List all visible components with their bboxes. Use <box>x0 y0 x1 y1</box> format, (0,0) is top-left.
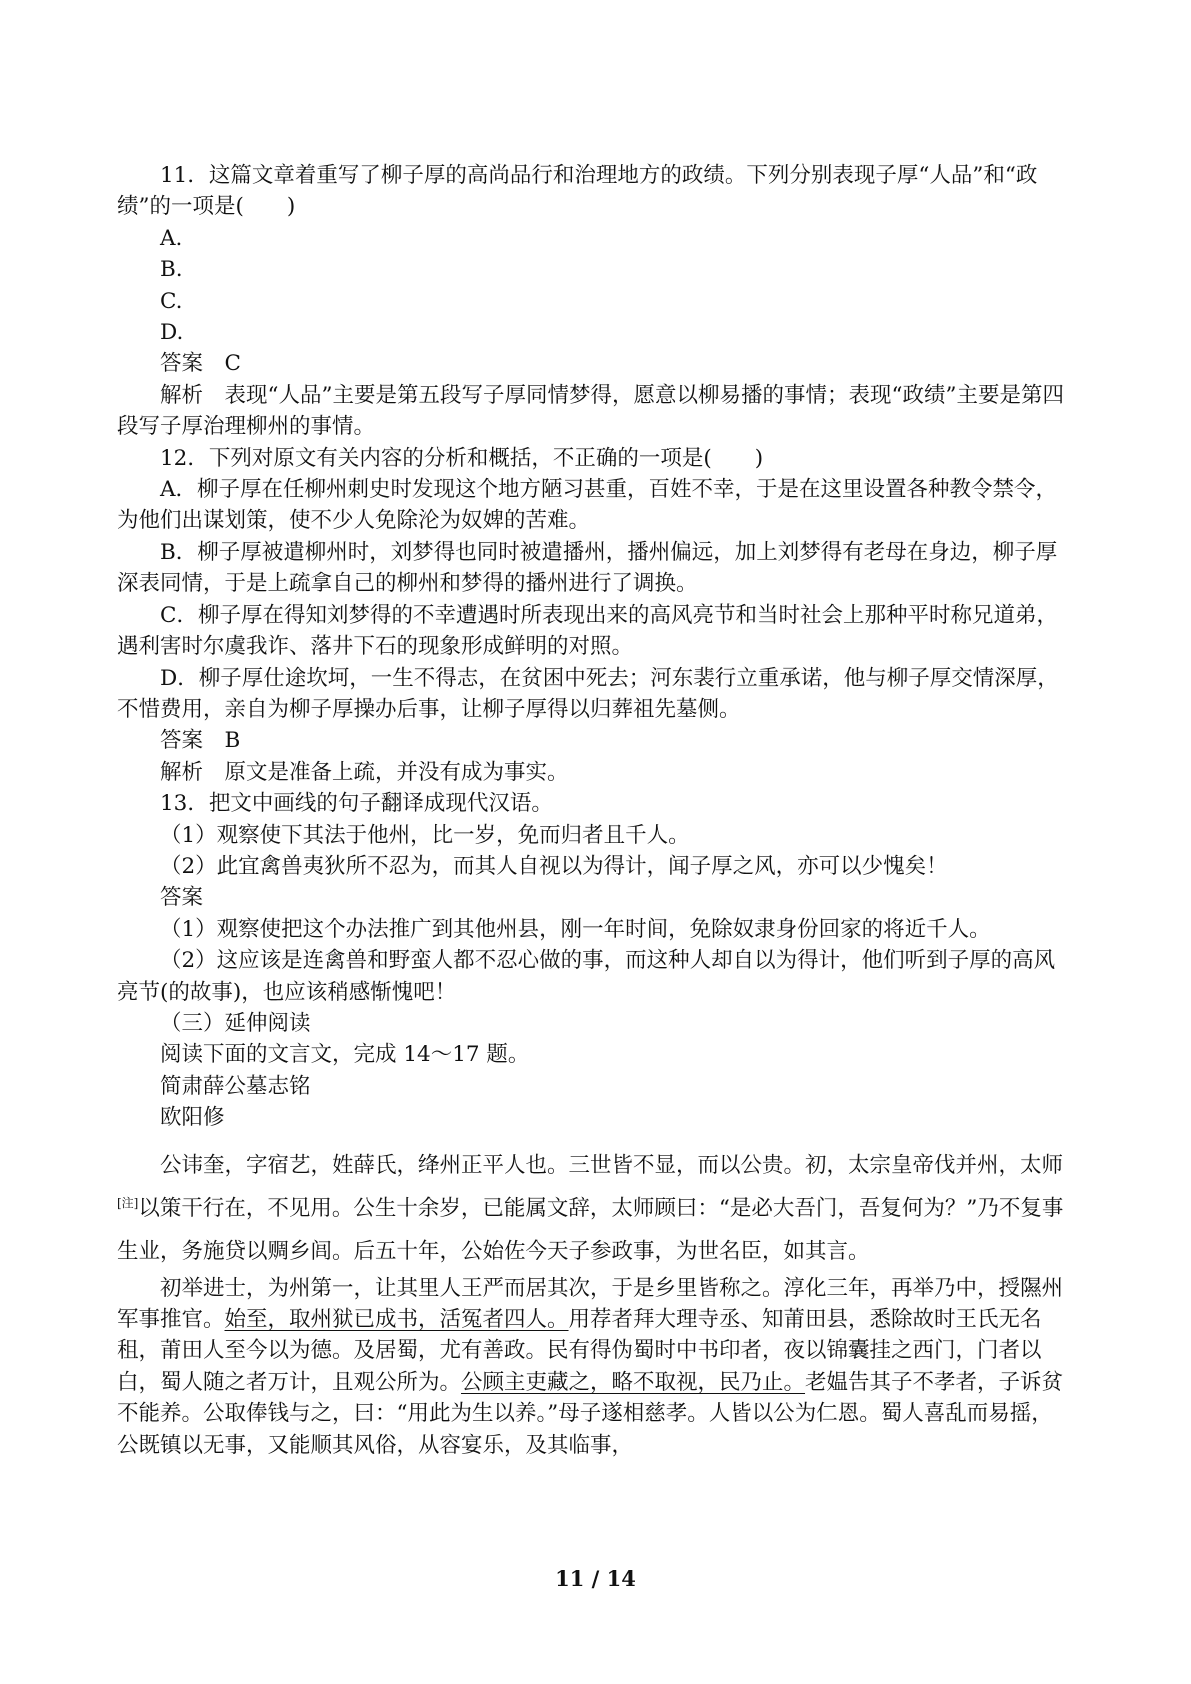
q13-item-1: （1）观察使下其法于他州，比一岁，免而归者且千人。 <box>160 822 690 848</box>
q13-answer-2: （2）这应该是连禽兽和野蛮人都不忍心做的事，而这种人却自以为得计，他们听到子厚的高风亮节(的故事)，也应该稍感惭愧吧！ <box>117 948 1056 1005</box>
underlined-sentence-1: 始至，取州狱已成书，活冤者四人。 <box>224 1307 569 1332</box>
passage-paragraph-1 <box>117 1144 1072 1273</box>
q11-analysis: 解析 表现“人品”主要是第五段写子厚同情梦得，愿意以柳易播的事情；表现“政绩”主要是第四段写子厚治理柳州的事情。 <box>117 382 1064 440</box>
passage-p2-text-b: 用荐者拜大理寺丞、知莆田县，悉除故时王氏无名租，莆田人至今以为德。及居蜀，尤有善政。民有得伪蜀时中书印者，夜以锦囊挂之西门，门者以白，蜀人随之者万计，且观公所为。 <box>117 1307 1042 1395</box>
passage-p1-text-a: 公讳奎，字宿艺，姓薛氏，绛州正平人也。三世皆不显，而以公贵。初，太宗皇帝伐并州，太师 <box>160 1152 1064 1178</box>
footnote-marker: [注] <box>117 1195 139 1210</box>
page-content <box>117 160 1072 1461</box>
q12-stem: 12．下列对原文有关内容的分析和概括，不正确的一项是( ) <box>160 445 764 471</box>
q12-option-b: B．柳子厚被遣柳州时，刘梦得也同时被遣播州，播州偏远，加上刘梦得有老母在身边，柳子厚深表同情，于是上疏拿自己的柳州和梦得的播州进行了调换。 <box>117 539 1058 597</box>
underlined-sentence-2: 公顾主吏藏之，略不取视，民乃止。 <box>461 1369 806 1395</box>
q11-option-d: D. <box>160 320 184 346</box>
q13-answer-1: （1）观察使把这个办法推广到其他州县，刚一年时间，免除奴隶身份回家的将近千人。 <box>160 916 991 942</box>
q12-option-d: D．柳子厚仕途坎坷，一生不得志，在贫困中死去；河东裴行立重承诺，他与柳子厚交情深厚，不惜费用，亲自为柳子厚操办后事，让柳子厚得以归葬祖先墓侧。 <box>117 665 1059 722</box>
spacer <box>117 1134 1072 1144</box>
passage-paragraph-2 <box>117 1273 1072 1461</box>
q11-option-a: A. <box>160 225 183 251</box>
q11-option-c: C. <box>160 288 183 314</box>
passage-title: 简肃薛公墓志铭 <box>160 1073 311 1099</box>
q13-stem: 13．把文中画线的句子翻译成现代汉语。 <box>160 791 553 817</box>
q13-answer-label: 答案 <box>160 885 204 911</box>
q12-answer: 答案 B <box>160 728 241 754</box>
q11-stem: 11．这篇文章着重写了柳子厚的高尚品行和治理地方的政绩。下列分别表现子厚“人品”和“政绩”的一项是( ) <box>117 163 1038 220</box>
passage-p2-text-c: 老媪告其子不孝者，子诉贫不能养。公取俸钱与之，曰：“用此为生以养。”母子遂相慈孝。人皆以公为仁恩。蜀人喜乱而易摇，公既镇以无事，又能顺其风俗，从容宴乐，及其临事， <box>117 1369 1064 1458</box>
q12-option-a: A．柳子厚在任柳州刺史时发现这个地方陋习甚重，百姓不幸，于是在这里设置各种教令禁令，为他们出谋划策，使不少人免除沦为奴婢的苦难。 <box>117 477 1058 534</box>
q13-item-2: （2）此宜禽兽夷狄所不忍为，而其人自视以为得计，闻子厚之风，亦可以少愧矣！ <box>160 853 948 879</box>
q11-option-b: B. <box>160 257 183 283</box>
page-number: 11 / 14 <box>555 1566 636 1591</box>
passage-p2-text-a: 初举进士，为州第一，让其里人王严而居其次，于是乡里皆称之。淳化三年，再举乃中，授隰州军事推官。 <box>117 1275 1064 1332</box>
q11-answer: 答案 C <box>160 351 241 377</box>
passage-author: 欧阳修 <box>160 1105 225 1131</box>
section-heading: （三）延伸阅读 <box>160 1010 311 1036</box>
q12-analysis: 解析 原文是准备上疏，并没有成为事实。 <box>160 759 569 785</box>
passage-p1-text-b: 以策干行在，不见用。公生十余岁，已能属文辞，太师顾曰：“是必大吾门，吾复何为？”乃不复事生业，务施贷以赒乡闾。后五十年，公始佐今天子参政事，为世名臣，如其言。 <box>117 1195 1064 1264</box>
q12-option-c: C．柳子厚在得知刘梦得的不幸遭遇时所表现出来的高风亮节和当时社会上那种平时称兄道弟，遇利害时尔虞我诈、落井下石的现象形成鲜明的对照。 <box>117 602 1058 660</box>
section-instruction: 阅读下面的文言文，完成 14～17 题。 <box>160 1042 530 1068</box>
